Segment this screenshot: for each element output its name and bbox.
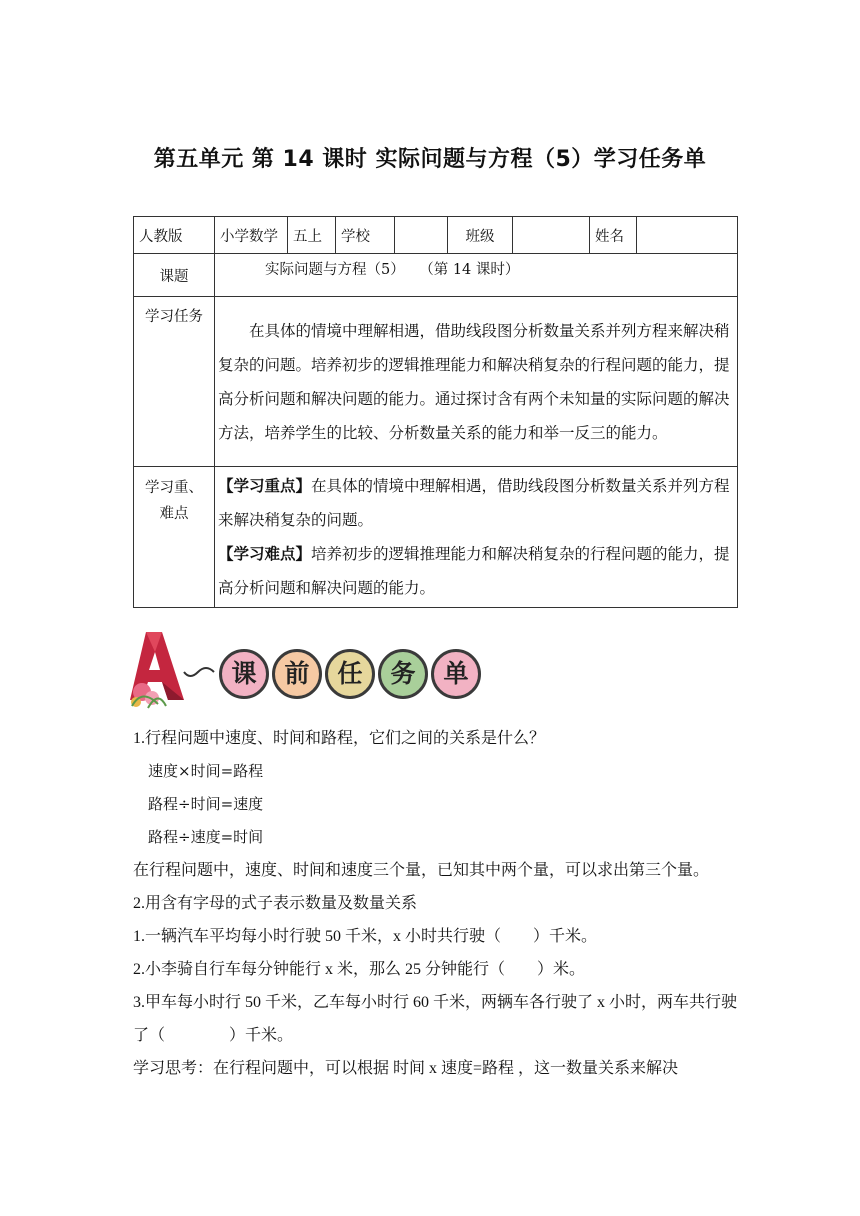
topic-value: 实际问题与方程（5） （第 14 课时） [215,254,738,297]
formula-2: 路程÷时间=速度 [148,795,264,813]
banner-char-dan: 单 [431,649,481,699]
difficulty-label: 【学习难点】 [218,544,312,563]
formula-3: 路程÷速度=时间 [148,828,264,846]
note: 在行程问题中，速度、时间和速度三个量，已知其中两个量，可以求出第三个量。 [133,862,710,879]
task-label: 学习任务 [134,297,215,467]
banner-char-qian: 前 [272,649,322,699]
banner-char-ke: 课 [219,649,269,699]
class-field[interactable] [513,217,590,254]
sub-question-3: 3.甲车每小时行 50 千米，乙车每小时行 60 千米，两辆车各行驶了 x 小时，两车共行驶了（ ）千米。 [133,994,738,1044]
focus-label: 学习重、难点 [134,467,215,608]
question-1: 1.行程问题中速度、时间和路程，它们之间的关系是什么？ [133,730,546,747]
school-field[interactable] [395,217,448,254]
page-title: 第五单元 第 14 课时 实际问题与方程（5）学习任务单 [153,147,707,172]
name-label: 姓名 [590,217,637,254]
learning-thinking: 学习思考：在行程问题中，可以根据 时间 x 速度=路程 ，这一数量关系来解决 [133,1060,679,1077]
sub-question-2: 2.小李骑自行车每分钟能行 x 米，那么 25 分钟能行（ ）米。 [133,961,586,978]
difficulty-text: 培养初步的逻辑推理能力和解决稍复杂的行程问题的能力，提高分析问题和解决问题的能力。 [218,545,730,597]
pre-class-content [133,722,743,1085]
sub-question-1: 1.一辆汽车平均每小时行驶 50 千米，x 小时共行驶（ ）千米。 [133,928,598,945]
grade-cell: 五上 [288,217,336,254]
banner-char-wu: 务 [378,649,428,699]
name-field[interactable] [637,217,738,254]
publisher-cell: 人教版 [134,217,215,254]
key-point-label: 【学习重点】 [218,476,312,495]
focus-text [215,467,738,608]
topic-label: 课题 [134,254,215,297]
difficulty-point [218,537,734,605]
task-text: 在具体的情境中理解相遇，借助线段图分析数量关系并列方程来解决稍复杂的问题。培养初步的逻辑推理能力和解决稍复杂的行程问题的能力，提高分析问题和解决问题的能力。通过探讨含有两个未知量的实际问题的解决方法，培养学生的比较、分析数量关系的能力和举一反三的能力。 [215,297,738,467]
key-point-text: 在具体的情境中理解相遇，借助线段图分析数量关系并列方程来解决稍复杂的问题。 [218,477,730,529]
formula-1: 速度×时间=路程 [148,762,264,780]
key-point [218,469,734,537]
school-label: 学校 [336,217,395,254]
subject-cell: 小学数学 [215,217,288,254]
banner-char-ren: 任 [325,649,375,699]
class-label: 班级 [448,217,513,254]
letter-a-flower-icon [130,632,184,708]
question-2: 2.用含有字母的式子表示数量及数量关系 [133,895,418,912]
info-table [133,216,738,608]
